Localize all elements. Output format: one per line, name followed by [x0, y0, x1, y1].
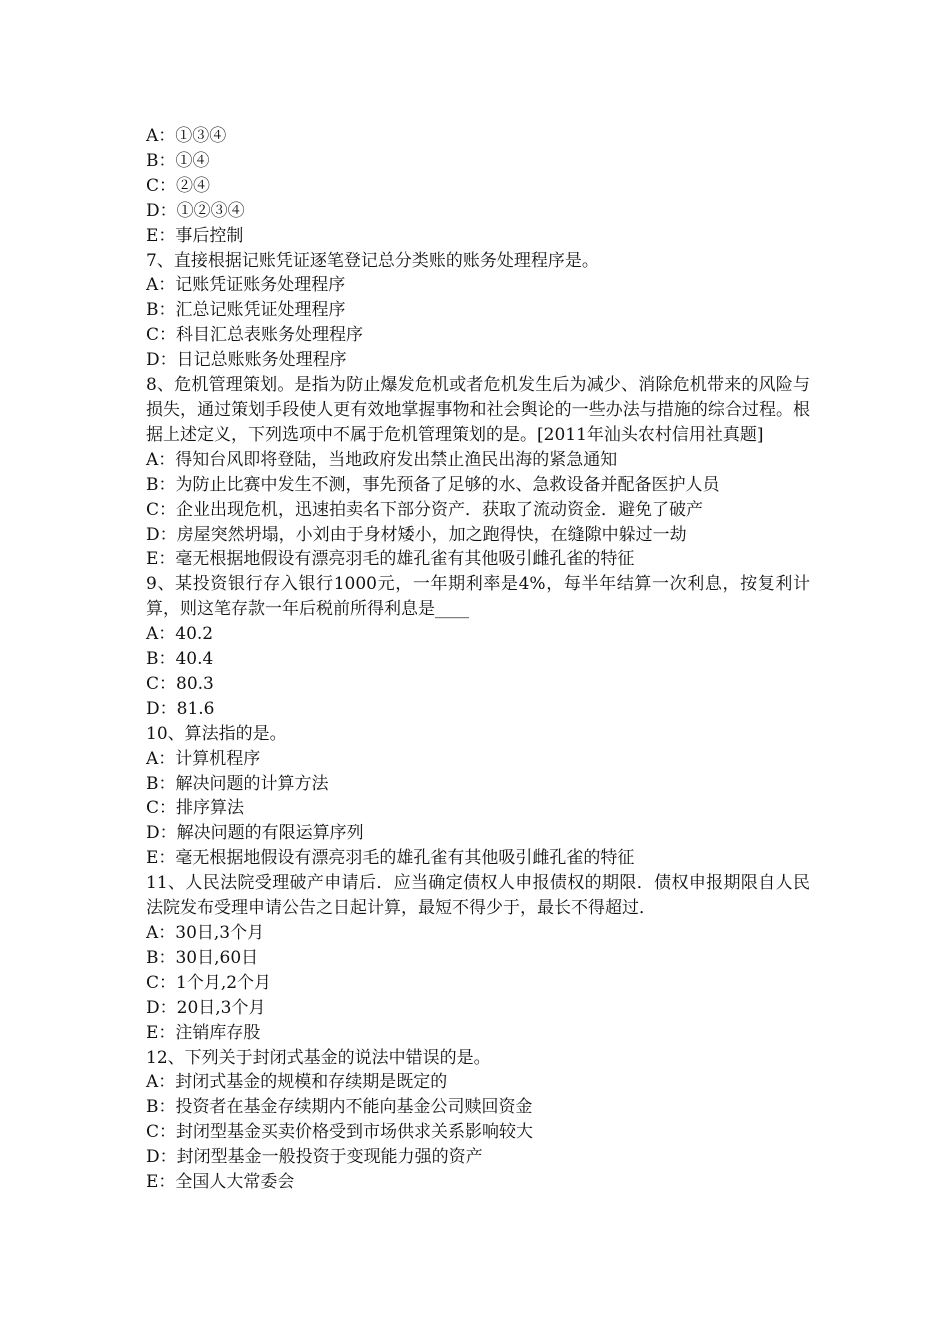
text-line: E：全国人大常委会	[146, 1172, 295, 1193]
text-line: D：日记总账账务处理程序	[146, 350, 347, 371]
text-line: D：20日,3个月	[146, 997, 266, 1018]
text-line: C：80.3	[146, 673, 214, 694]
text-line: A：计算机程序	[146, 748, 261, 769]
text-line: 7、直接根据记账凭证逐笔登记总分类账的账务处理程序是。	[146, 250, 599, 271]
text-line: A：30日,3个月	[146, 923, 265, 943]
text-line: D：①②③④	[146, 200, 245, 221]
text-line: D：解决问题的有限运算序列	[146, 823, 364, 844]
text-line: C：封闭型基金买卖价格受到市场供求关系影响较大	[146, 1122, 534, 1143]
text-line: B：为防止比赛中发生不测，事先预备了足够的水、急救设备并配备医护人员	[146, 474, 720, 495]
text-line: E：注销库存股	[146, 1022, 261, 1043]
text-line: B：①④	[146, 150, 210, 171]
text-line: B：投资者在基金存续期内不能向基金公司赎回资金	[146, 1097, 533, 1118]
text-line: A：得知台风即将登陆，当地政府发出禁止渔民出海的紧急通知	[146, 449, 618, 470]
text-line: A：封闭式基金的规模和存续期是既定的	[146, 1072, 448, 1093]
text-line: E：事后控制	[146, 225, 244, 246]
text-line: C：科目汇总表账务处理程序	[146, 325, 364, 346]
text-line: D：封闭型基金一般投资于变现能力强的资产	[146, 1147, 483, 1168]
text-line: D：81.6	[146, 698, 215, 719]
text-line: A：记账凭证账务处理程序	[146, 275, 346, 296]
text-line: D：房屋突然坍塌，小刘由于身材矮小，加之跑得快，在缝隙中躲过一劫	[146, 524, 687, 545]
text-line: C：1个月,2个月	[146, 972, 272, 993]
text-line: A：40.2	[146, 624, 214, 645]
text-line: 11、人民法院受理破产申请后．应当确定债权人申报债权的期限．债权申报期限自人民法院发布受理申请公告之日起计算，最短不得少于，最长不得超过．	[146, 873, 810, 919]
text-line: 12、下列关于封闭式基金的说法中错误的是。	[146, 1047, 491, 1068]
text-line: 10、算法指的是。	[146, 723, 287, 744]
text-line: 8、危机管理策划。是指为防止爆发危机或者危机发生后为减少、消除危机带来的风险与损失，通过策划手段使人更有效地掌握事物和社会舆论的一些办法与措施的综合过程。根据上述定义，下列选项中不属于危机管理策划的是。[2011年汕头农村信用社真题]	[146, 375, 810, 445]
text-line: C：②④	[146, 175, 211, 196]
text-line: C：排序算法	[146, 798, 245, 819]
text-line: E：毫无根据地假设有漂亮羽毛的雄孔雀有其他吸引雌孔雀的特征	[146, 549, 635, 570]
text-line: B：30日,60日	[146, 947, 259, 968]
text-line: 9、某投资银行存入银行1000元，一年期利率是4%，每半年结算一次利息，按复利计算，则这笔存款一年后税前所得利息是____	[146, 574, 810, 620]
text-line: B：40.4	[146, 649, 214, 670]
text-line: E：毫无根据地假设有漂亮羽毛的雄孔雀有其他吸引雌孔雀的特征	[146, 848, 635, 869]
text-line: A：①③④	[146, 126, 227, 146]
text-line: B：汇总记账凭证处理程序	[146, 300, 346, 321]
text-line: B：解决问题的计算方法	[146, 773, 329, 794]
text-line: C：企业出现危机，迅速拍卖名下部分资产．获取了流动资金．避免了破产	[146, 499, 704, 520]
document-body	[146, 124, 810, 1195]
